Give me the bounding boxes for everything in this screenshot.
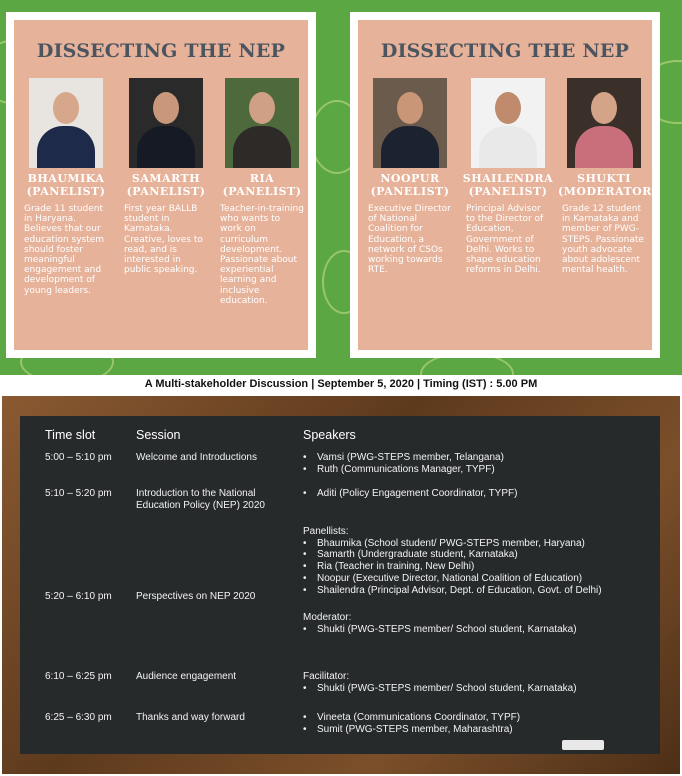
speaker-item: • Ruth (Communications Manager, TYPF) [303,464,504,476]
speaker-list [303,712,520,735]
header-speakers: Speakers [303,428,356,442]
person-role: (MODERATOR) [558,185,658,198]
person-name: RIA [249,172,275,185]
person-role: (PANELIST) [26,185,106,198]
chalkboard-frame [2,396,680,774]
speaker-item: • Vineeta (Communications Coordinator, TYPF) [303,712,520,724]
person-card-ria [216,78,308,306]
person-name: SHUKTI [577,172,631,185]
photo-shukti [567,78,641,168]
photo-bhaumika [29,78,103,168]
speaker-item: • Shukti (PWG-STEPS member/ School student, Karnataka) [303,683,577,695]
person-role: (PANELIST) [126,185,206,198]
person-name: SHAILENDRA [462,172,554,185]
speaker-item: • Ria (Teacher in training, New Delhi) [303,561,602,573]
speaker-list [303,452,504,475]
time-slot: 6:10 – 6:25 pm [45,671,112,682]
speaker-item: • Aditi (Policy Engagement Coordinator, TYPF) [303,488,517,500]
person-card-samarth [120,78,212,275]
session-title: Audience engagement [136,671,237,682]
facilitator-label: Facilitator: [303,671,350,682]
panellists-list [303,526,602,596]
person-description: Principal Advisor to the Director of Education, Government of Delhi. Works to shape education reforms in Delhi. [466,204,544,276]
time-slot: 6:25 – 6:30 pm [45,712,112,723]
moderator-label: Moderator: [303,612,352,623]
photo-ria [225,78,299,168]
speaker-item: • Noopur (Executive Director, National Coalition of Education) [303,573,602,585]
person-role: (PANELIST) [370,185,450,198]
person-description: First year BALLB student in Karnataka. Creative, loves to read, and is interested in public speaking. [124,204,203,276]
speaker-list [303,488,517,500]
event-caption: A Multi-stakeholder Discussion | September 5, 2020 | Timing (IST) : 5.00 PM [144,378,538,390]
session-title: Welcome and Introductions [136,452,257,463]
session-title: Thanks and way forward [136,712,245,723]
panel-right [350,12,660,358]
photo-samarth [129,78,203,168]
event-poster [0,0,682,375]
person-name: BHAUMIKA [27,172,105,185]
person-card-bhaumika [20,78,112,296]
speaker-item: • Vamsi (PWG-STEPS member, Telangana) [303,452,504,464]
speaker-item: • Shukti (PWG-STEPS member/ School student, Karnataka) [303,624,577,636]
person-description: Grade 12 student in Karnataka and member of PWG-STEPS. Passionate youth advocate about adolescent mental health. [562,204,644,276]
speaker-item: • Sumit (PWG-STEPS member, Maharashtra) [303,724,520,736]
time-slot: 5:00 – 5:10 pm [45,452,112,463]
time-slot: 5:20 – 6:10 pm [45,591,112,602]
chalk-eraser [562,740,604,750]
speaker-item: • Bhaumika (School student/ PWG-STEPS member, Haryana) [303,538,602,550]
header-time-slot: Time slot [45,428,96,442]
person-description: Executive Director of National Coalition for Education, a network of CSOs working towards RTE. [368,204,451,276]
speaker-item: • Samarth (Undergraduate student, Karnataka) [303,549,602,561]
person-card-shukti [558,78,658,276]
session-title: Perspectives on NEP 2020 [136,591,256,602]
facilitator-list [303,671,577,694]
person-description: Grade 11 student in Haryana. Believes that our education system should foster meaningful engagement and development of young leaders. [24,204,105,296]
header-session: Session [136,428,181,442]
person-card-noopur [364,78,456,275]
moderator-list [303,612,577,635]
person-name: SAMARTH [131,172,201,185]
photo-noopur [373,78,447,168]
person-card-shailendra [462,78,554,275]
schedule-board [20,416,660,754]
speaker-item: • Shailendra (Principal Advisor, Dept. of Education, Govt. of Delhi) [303,585,602,597]
panel-left [6,12,316,358]
person-description: Teacher-in-training who wants to work on curriculum development. Passionate about experiential learning and inclusive education. [220,204,304,306]
person-role: (PANELIST) [468,185,548,198]
panel-title: DISSECTING THE NEP [36,40,286,62]
panel-title: DISSECTING THE NEP [380,40,630,62]
panellists-label: Panellists: [303,526,349,537]
time-slot: 5:10 – 5:20 pm [45,488,112,499]
session-title: Introduction to the National Education Policy (NEP) 2020 [136,488,265,511]
person-role: (PANELIST) [222,185,302,198]
photo-shailendra [471,78,545,168]
person-name: NOOPUR [380,172,440,185]
